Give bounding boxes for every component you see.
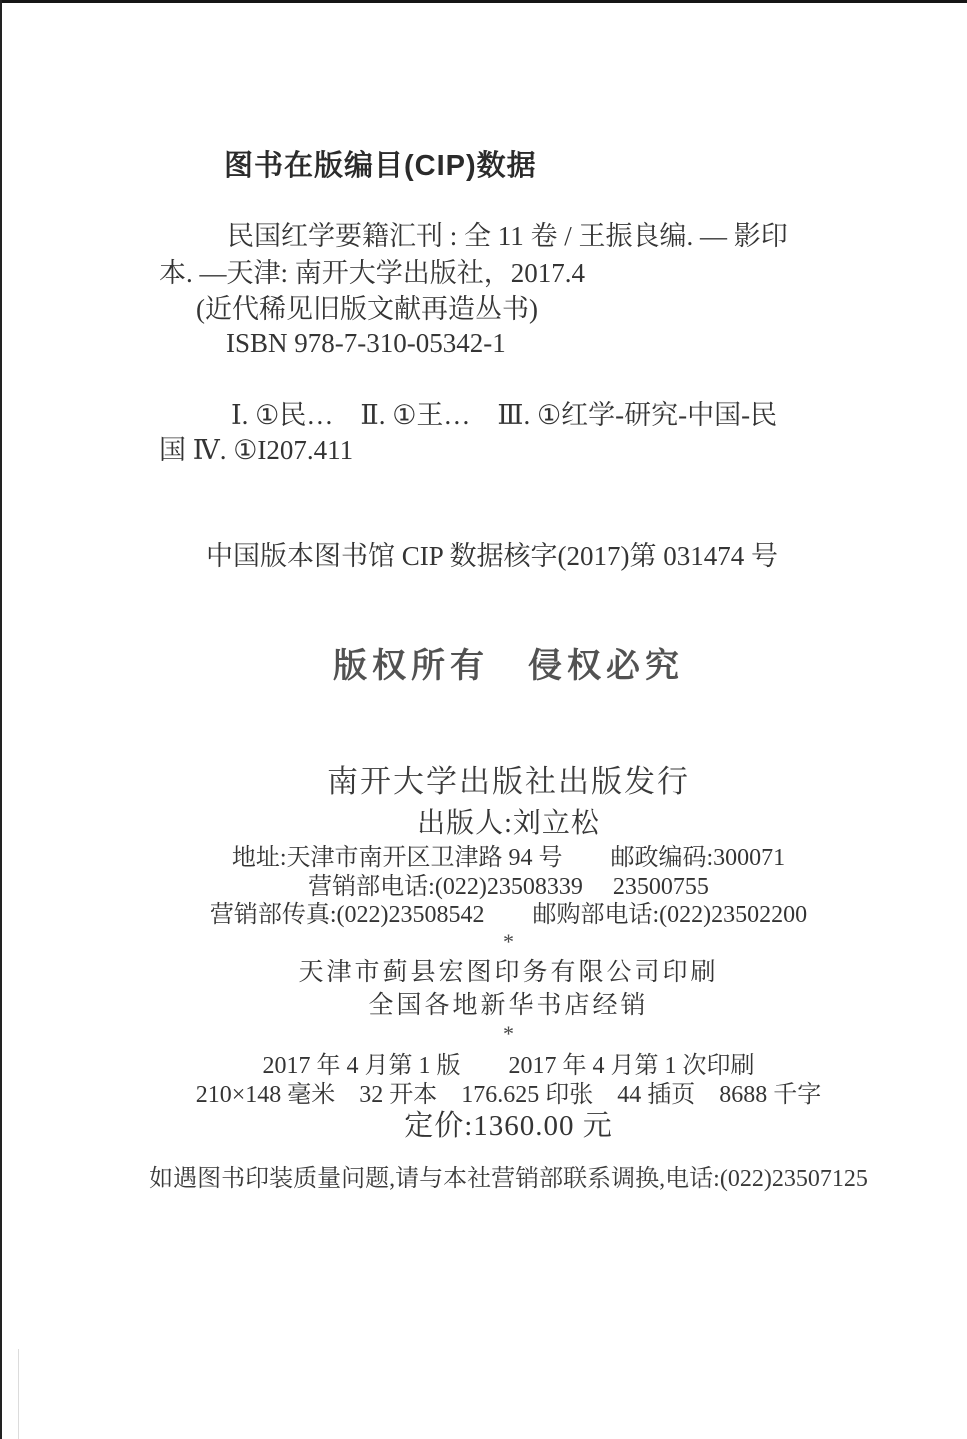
cip-heading: 图书在版编目(CIP)数据 [224,150,537,182]
cip-series-line: (近代稀见旧版文献再造丛书) [196,294,538,324]
publisher-line: 南开大学出版社出版发行 [327,764,690,799]
cip-classification-line: 国 Ⅳ. ①I207.411 [159,435,354,465]
divider-star: * [503,929,514,954]
cip-number-line: 中国版本图书馆 CIP 数据核字(2017)第 031474 号 [206,541,778,571]
address-line: 地址:天津市南开区卫津路 94 号 邮政编码:300071 [231,845,786,871]
distributor-line: 全国各地新华书店经销 [368,992,649,1019]
scan-border-left [0,0,2,1439]
quality-note-line: 如遇图书印装质量问题,请与本社营销部联系调换,电话:(022)23507125 [149,1166,868,1192]
cip-record-line: 本. —天津: 南开大学出版社，2017.4 [159,258,586,288]
scan-border-top [0,0,967,3]
edition-line: 2017 年 4 月第 1 版 2017 年 4 月第 1 次印刷 [262,1053,755,1079]
sales-fax-line: 营销部传真:(022)23508542 邮购部电话:(022)23502200 [209,902,808,928]
cip-record-line: 民国红学要籍汇刊 : 全 11 卷 / 王振良编. — 影印 [227,221,788,251]
cip-isbn-line: ISBN 978-7-310-05342-1 [226,328,506,358]
sales-phone-line: 营销部电话:(022)23508339 23500755 [308,874,709,900]
divider-star: * [503,1021,514,1046]
price-line: 定价:1360.00 元 [404,1110,613,1142]
format-line: 210×148 毫米 32 开本 176.625 印张 44 插页 8688 千字 [195,1082,822,1108]
cip-classification-line: Ⅰ. ①民… Ⅱ. ①王… Ⅲ. ①红学-研究-中国-民 [231,400,778,430]
scan-artifact [18,1349,19,1439]
publisher-person-line: 出版人:刘立松 [417,808,600,839]
copyright-notice: 版权所有 侵权必究 [333,647,684,685]
printer-line: 天津市蓟县宏图印务有限公司印刷 [298,959,719,986]
